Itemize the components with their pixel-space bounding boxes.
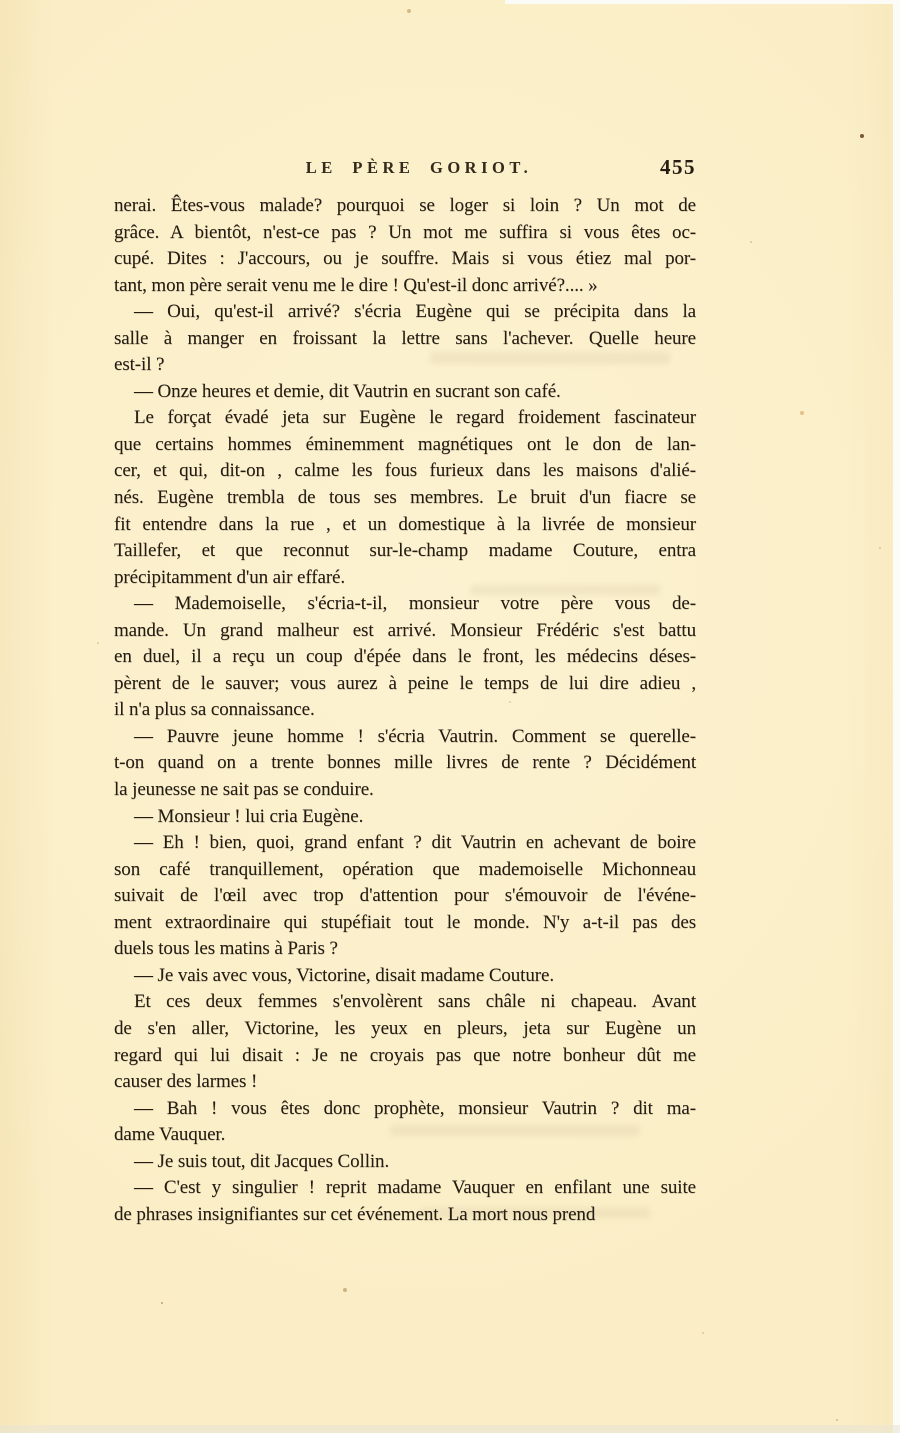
paragraph — [114, 379, 696, 406]
text-line: — Bah ! vous êtes donc prophète, monsieur Vautrin ? dit ma- — [134, 1097, 696, 1119]
text-line: est-il ? — [114, 354, 165, 376]
text-line: — Je vais avec vous, Victorine, disait madame Couture. — [134, 964, 554, 986]
paragraph — [114, 963, 696, 990]
page-number: 455 — [660, 155, 696, 179]
text-line: la jeunesse ne sait pas se conduire. — [114, 779, 374, 801]
text-line: — Mademoiselle, s'écria-t-il, monsieur votre père vous de- — [134, 593, 696, 615]
paper-specks — [0, 0, 2, 2]
text-line: Le forçat évadé jeta sur Eugène le regard froidement fascinateur — [134, 407, 696, 429]
running-title: LE PÈRE GORIOT. — [305, 158, 533, 177]
paragraph — [114, 1175, 696, 1228]
paragraph — [114, 989, 696, 1095]
text-line: tant, mon père serait venu me le dire ! Qu'est-il donc arrivé?.... » — [114, 274, 598, 296]
text-line: regard qui lui disait : Je ne croyais pas que notre bonheur dût me — [114, 1044, 696, 1066]
text-line: t-on quand on a trente bonnes mille livres de rente ? Décidément — [114, 752, 696, 774]
text-line: en duel, il a reçu un coup d'épée dans le front, les médecins déses- — [114, 646, 696, 668]
text-line: — C'est y singulier ! reprit madame Vauquer en enfilant une suite — [134, 1177, 696, 1199]
text-line: Taillefer, et que reconnut sur-le-champ madame Couture, entra — [114, 540, 696, 562]
text-line: que certains hommes éminemment magnétiques ont le don de lan- — [114, 433, 696, 455]
text-block — [114, 193, 696, 1228]
text-line: son café tranquillement, opération que mademoiselle Michonneau — [114, 858, 696, 880]
paragraph — [114, 405, 696, 591]
paragraph — [114, 591, 696, 724]
text-line: — Oui, qu'est-il arrivé? s'écria Eugène qui se précipita dans la — [134, 301, 696, 323]
paragraph — [114, 724, 696, 804]
text-line: mande. Un grand malheur est arrivé. Monsieur Frédéric s'est battu — [114, 619, 696, 641]
text-line: suivait de l'œil avec trop d'attention pour s'émouvoir de l'événe- — [114, 885, 696, 907]
text-line: cupé. Dites : J'accours, ou je souffre. Mais si vous étiez mal por- — [114, 248, 696, 270]
text-line: grâce. A bientôt, n'est-ce pas ? Un mot me suffira si vous êtes oc- — [114, 221, 696, 243]
text-line: pèrent de le sauver; vous aurez à peine le temps de lui dire adieu , — [114, 672, 696, 694]
text-line: ment extraordinaire qui stupéfiait tout le monde. N'y a-t-il pas des — [114, 911, 696, 933]
text-line: Et ces deux femmes s'envolèrent sans châle ni chapeau. Avant — [134, 991, 696, 1013]
paragraph — [114, 299, 696, 379]
text-line: salle à manger en froissant la lettre sans l'achever. Quelle heure — [114, 327, 696, 349]
text-line: — Je suis tout, dit Jacques Collin. — [134, 1150, 390, 1172]
paragraph — [114, 830, 696, 963]
paragraph — [114, 804, 696, 831]
paragraph — [114, 193, 696, 299]
paragraph — [114, 1096, 696, 1149]
text-line: nerai. Êtes-vous malade? pourquoi se loger si loin ? Un mot de — [114, 195, 696, 216]
paragraph — [114, 1149, 696, 1176]
text-line: précipitamment d'un air effaré. — [114, 566, 346, 588]
text-line: de s'en aller, Victorine, les yeux en pleurs, jeta sur Eugène un — [114, 1017, 696, 1039]
text-line: il n'a plus sa connaissance. — [114, 699, 315, 721]
text-line: — Pauvre jeune homme ! s'écria Vautrin. Comment se querelle- — [134, 725, 696, 747]
text-line: nés. Eugène trembla de tous ses membres. Le bruit d'un fiacre se — [114, 487, 696, 509]
text-line: — Eh ! bien, quoi, grand enfant ? dit Vautrin en achevant de boire — [134, 832, 696, 854]
text-line: fit entendre dans la rue , et un domestique à la livrée de monsieur — [114, 513, 696, 535]
scan-edge-right — [893, 0, 900, 1433]
text-line: — Monsieur ! lui cria Eugène. — [134, 805, 364, 827]
text-line: cer, et qui, dit-on , calme les fous furieux dans les maisons d'alié- — [114, 460, 696, 482]
text-line: — Onze heures et demie, dit Vautrin en sucrant son café. — [134, 380, 561, 402]
text-line: de phrases insignifiantes sur cet événement. La mort nous prend — [114, 1203, 596, 1225]
text-line: duels tous les matins à Paris ? — [114, 938, 338, 960]
text-line: dame Vauquer. — [114, 1124, 226, 1146]
running-header — [114, 155, 696, 184]
scan-edge-top — [505, 0, 900, 4]
scan-edge-bottom — [0, 1425, 900, 1433]
text-line: causer des larmes ! — [114, 1071, 258, 1093]
